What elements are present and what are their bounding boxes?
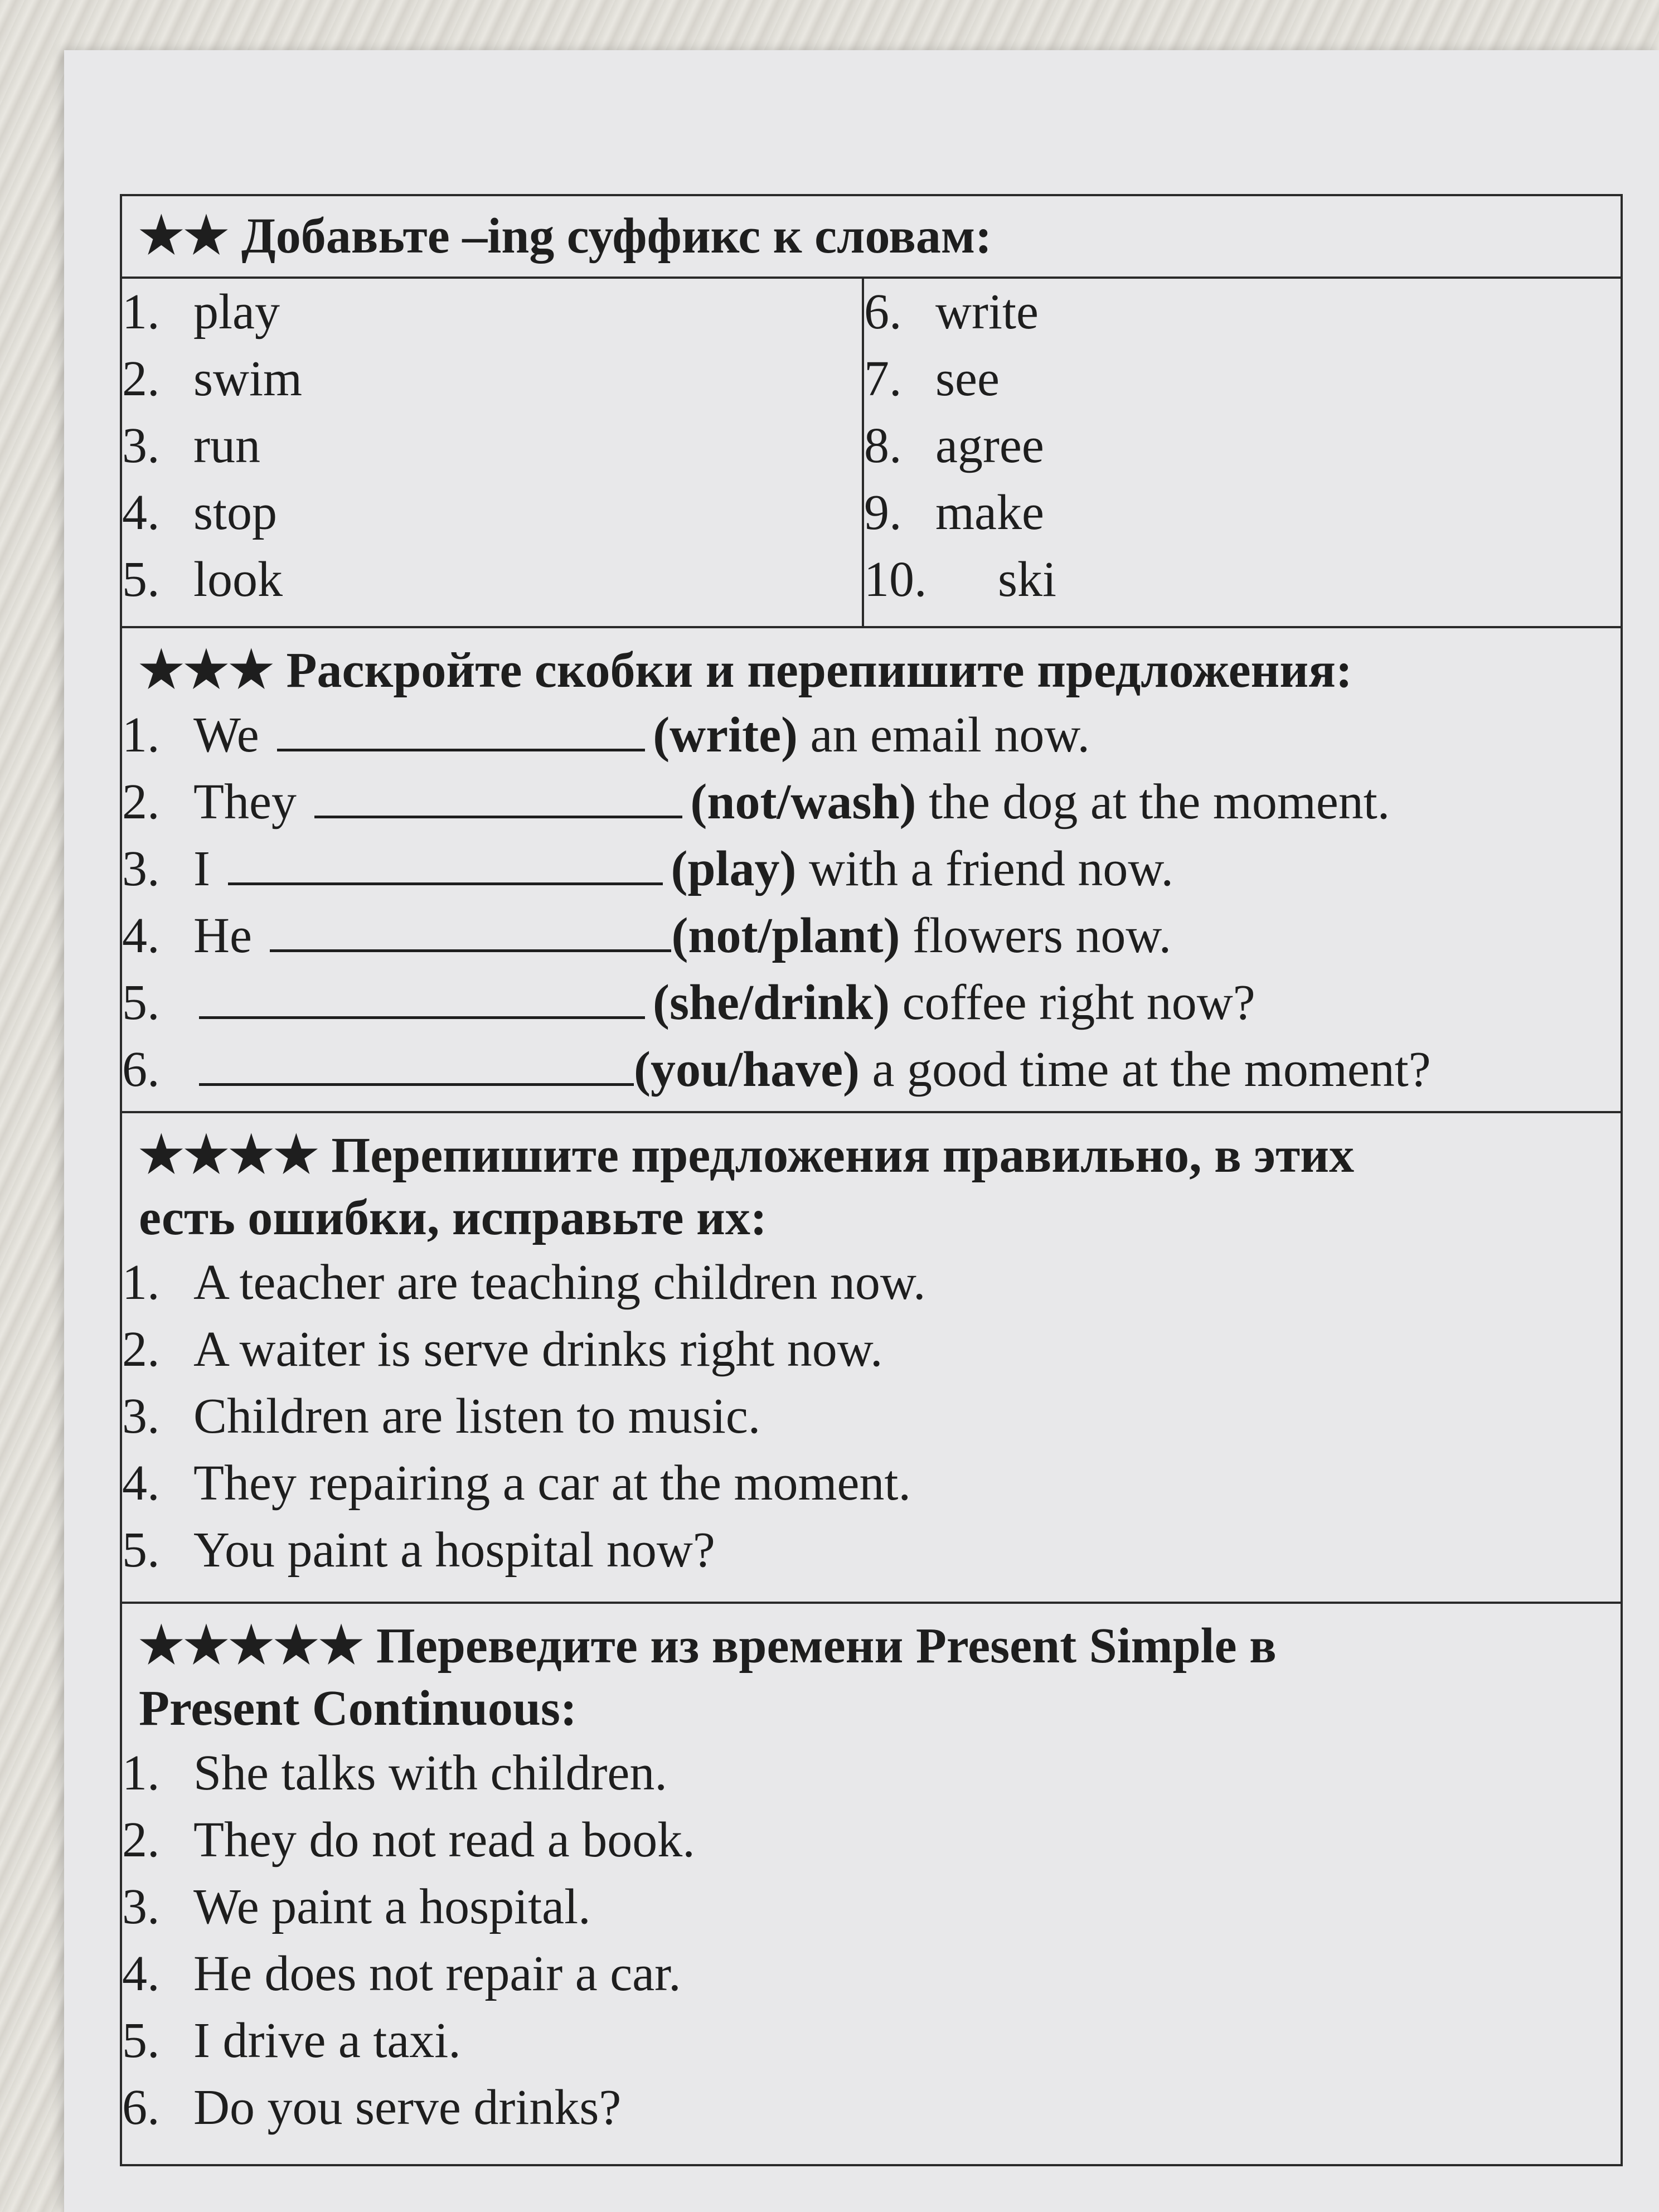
list-item [122,1316,1621,1383]
item-number: 4. [122,485,160,540]
list-item [122,1740,1621,1807]
item-word: stop [193,485,278,540]
verb-hint: (write) [653,707,798,763]
answer-blank[interactable] [270,906,671,952]
list-item [122,1249,1621,1316]
item-number: 2. [122,1812,160,1867]
list-item [122,546,862,613]
section-fix-mistakes [122,1113,1621,1604]
answer-blank[interactable] [199,973,645,1019]
sentence-end: a good time at the moment? [872,1042,1431,1097]
item-word: look [193,552,283,607]
item-word: swim [193,351,303,406]
item-number: 4. [122,908,160,963]
item-word: ski [998,552,1057,607]
list-item [122,1036,1621,1103]
section-title-line1: ★★★★ Перепишите предложения правильно, в этих [139,1128,1355,1183]
list-item [122,279,862,346]
sentence-start: He [193,908,265,963]
item-number: 7. [864,351,902,406]
list-item [122,702,1621,769]
sentence-text: We paint a hospital. [193,1879,591,1934]
item-number: 2. [122,351,160,406]
answer-blank[interactable] [277,705,645,751]
item-number: 1. [122,1745,160,1801]
sentence-list [122,1249,1621,1584]
sentence-end: flowers now. [913,908,1172,963]
list-item [122,1383,1621,1450]
sentence-text: A waiter is serve drinks right now. [193,1322,883,1377]
item-number: 8. [864,418,902,473]
sentence-end: with a friend now. [808,841,1173,896]
paper-sheet [64,50,1659,2212]
list-item [122,903,1621,969]
item-number: 3. [122,418,160,473]
list-item [122,769,1621,836]
section-open-brackets [122,628,1621,1113]
item-number: 5. [122,1522,160,1578]
word-columns [122,279,1621,626]
item-number: 9. [864,485,902,540]
list-item [122,479,862,546]
section-title: ★★ Добавьте –ing суффикс к словам: [139,208,992,264]
verb-hint: (she/drink) [653,975,890,1030]
sentence-text: He does not repair a car. [193,1946,681,2001]
verb-hint: (not/wash) [690,774,916,830]
answer-blank[interactable] [314,772,682,818]
list-item [122,1517,1621,1584]
item-number: 10. [864,552,927,607]
list-item [122,2074,1621,2141]
item-number: 1. [122,284,160,339]
item-number: 3. [122,841,160,896]
list-item [864,279,1621,346]
item-number: 6. [122,2080,160,2135]
list-item [122,1941,1621,2007]
sentence-text: They do not read a book. [193,1812,695,1867]
list-item [122,836,1621,903]
item-number: 5. [122,552,160,607]
sentence-end: an email now. [810,707,1090,763]
sentence-text: Do you serve drinks? [193,2080,622,2135]
worksheet-table [120,194,1623,2166]
word-list-right [864,279,1621,613]
item-word: run [193,418,260,473]
answer-blank[interactable] [199,1040,634,1086]
word-column-left [122,279,864,626]
list-item [864,479,1621,546]
item-number: 1. [122,707,160,763]
item-number: 1. [122,1255,160,1310]
list-item [122,413,862,479]
item-word: agree [935,418,1044,473]
section-title: ★★★ Раскройте скобки и перепишите предложения: [139,643,1352,698]
verb-hint: (not/plant) [671,908,900,963]
item-word: write [935,284,1039,339]
sentence-text: She talks with children. [193,1745,667,1801]
verb-hint: (you/have) [634,1042,860,1097]
sentence-start: They [193,774,309,830]
item-number: 3. [122,1879,160,1934]
list-item [122,1807,1621,1874]
list-item [122,1874,1621,1941]
list-item [122,346,862,413]
sentence-end: coffee right now? [902,975,1255,1030]
list-item [864,346,1621,413]
sentence-end: the dog at the moment. [928,774,1390,830]
sentence-start: We [193,707,272,763]
item-word: make [935,485,1044,540]
sentence-text: Children are listen to music. [193,1389,761,1444]
sentence-text: I drive a taxi. [193,2013,461,2068]
sentence-list [122,1740,1621,2141]
item-number: 6. [122,1042,160,1097]
word-column-right [864,279,1621,626]
item-number: 2. [122,774,160,830]
item-number: 5. [122,2013,160,2068]
item-word: play [193,284,280,339]
item-number: 4. [122,1456,160,1511]
item-number: 4. [122,1946,160,2001]
section-ing-suffix-header [122,196,1621,279]
sentence-text: A teacher are teaching children now. [193,1255,926,1310]
list-item [864,413,1621,479]
item-number: 5. [122,975,160,1030]
section-ing-suffix [122,196,1621,628]
list-item [864,546,1621,613]
sentence-text: You paint a hospital now? [193,1522,715,1578]
section-title-line1: ★★★★★ Переведите из времени Present Simple в [139,1618,1277,1673]
sentence-start: I [193,841,223,896]
section-title-line2: Present Continuous: [139,1681,577,1736]
item-number: 6. [864,284,902,339]
answer-blank[interactable] [228,839,663,885]
sentence-list [122,702,1621,1103]
verb-hint: (play) [671,841,797,896]
list-item [122,969,1621,1036]
item-number: 2. [122,1322,160,1377]
list-item [122,2007,1621,2074]
list-item [122,1450,1621,1517]
item-number: 3. [122,1389,160,1444]
section-translate-tense [122,1604,1621,2164]
sentence-text: They repairing a car at the moment. [193,1456,911,1511]
section-title-line2: есть ошибки, исправьте их: [139,1190,767,1245]
item-word: see [935,351,1000,406]
word-list-left [122,279,862,613]
